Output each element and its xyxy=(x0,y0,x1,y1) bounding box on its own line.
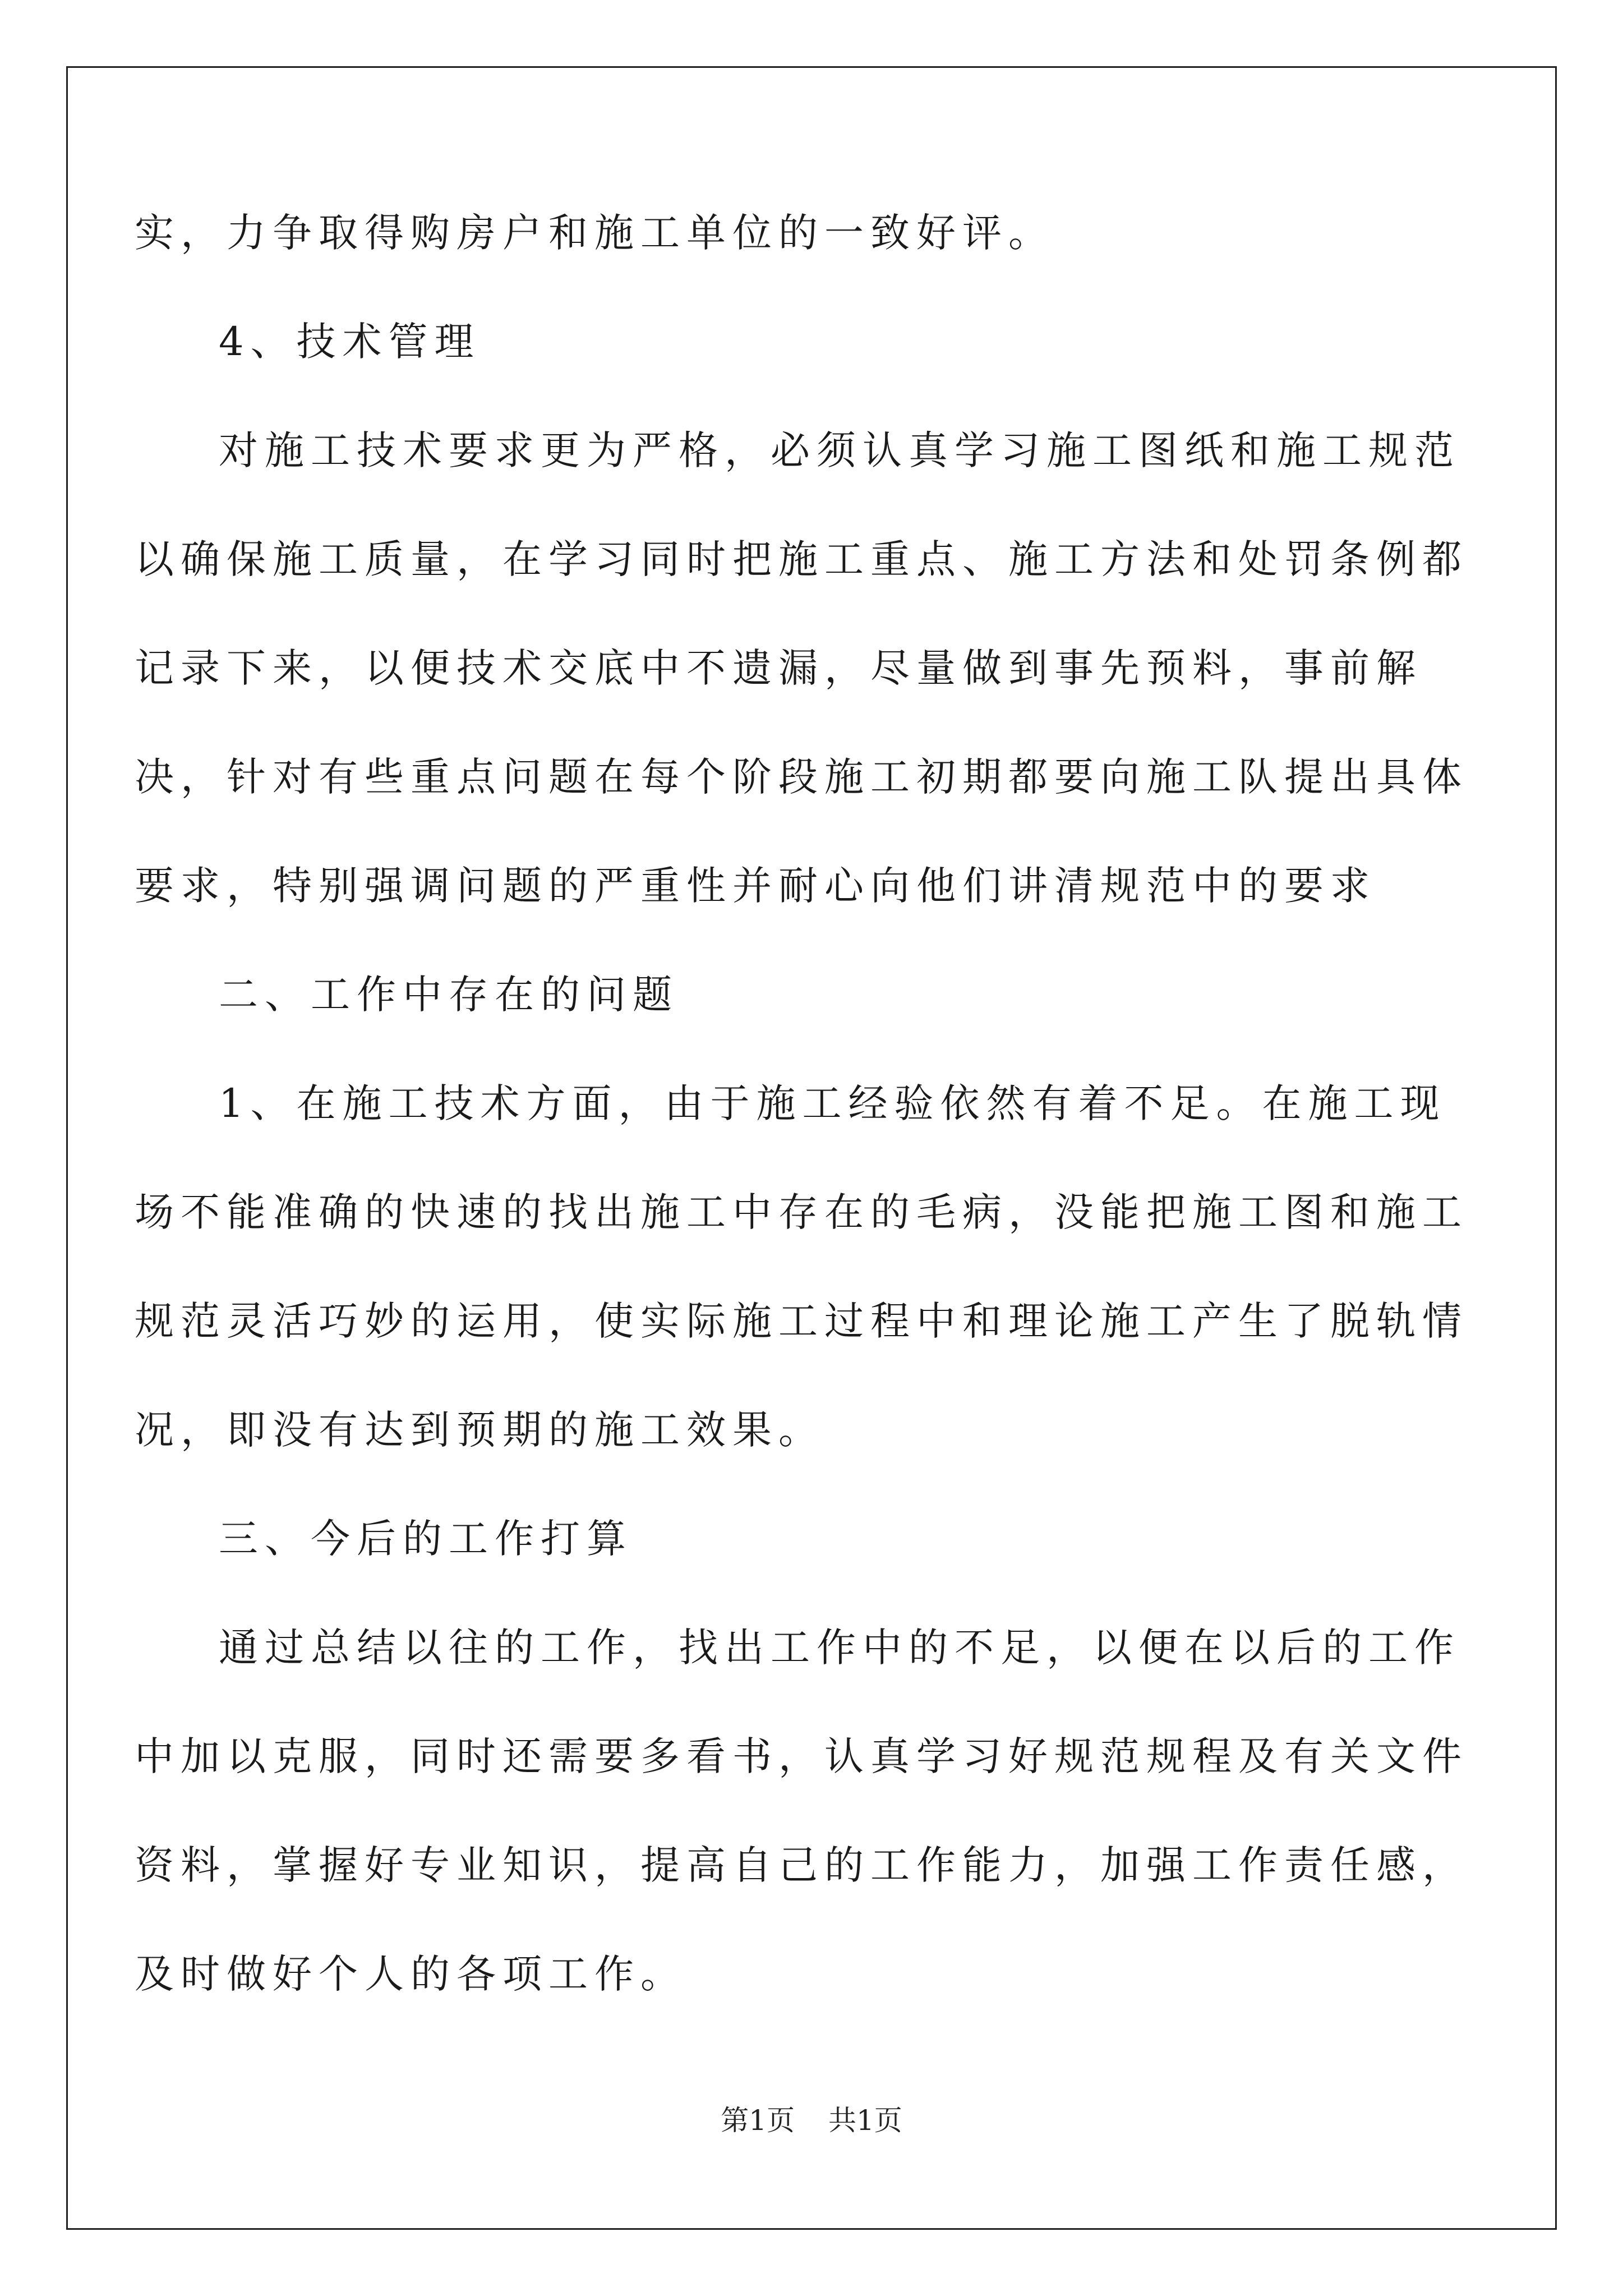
paragraph-summary: 通过总结以往的工作，找出工作中的不足，以便在以后的工作中加以克服，同时还需要多看书，认真学习好规范规程及有关文件资料，掌握好专业知识，提高自己的工作能力，加强工作责任感，及时做好个人的各项工作。 xyxy=(135,1625,1468,1997)
page-footer xyxy=(0,2098,1623,2138)
section-heading-future-plans: 三、今后的工作打算 xyxy=(219,1516,633,1562)
section-heading-problems: 二、工作中存在的问题 xyxy=(219,972,679,1018)
paragraph-technical-requirements: 对施工技术要求更为严格，必须认真学习施工图纸和施工规范以确保施工质量，在学习同时把施工重点、施工方法和处罚条例都记录下来，以便技术交底中不遗漏，尽量做到事先预料，事前解决，针对有些重点问题在每个阶段施工初期都要向施工队提出具体要求，特别强调问题的严重性并耐心向他们讲清规范中的要求 xyxy=(135,427,1468,909)
section-heading-technical-management: 4、技术管理 xyxy=(219,319,481,365)
document-body xyxy=(135,178,1486,2028)
paragraph-construction-technique: 1、在施工技术方面，由于施工经验依然有着不足。在施工现场不能准确的快速的找出施工中存在的毛病，没能把施工图和施工规范灵活巧妙的运用，使实际施工过程中和理论施工产生了脱轨情况，即没有达到预期的施工效果。 xyxy=(135,1080,1468,1453)
page-number: 第1页 xyxy=(721,2104,795,2137)
page-total: 共1页 xyxy=(828,2104,902,2137)
paragraph-continuation: 实，力争取得购房户和施工单位的一致好评。 xyxy=(135,210,1054,256)
